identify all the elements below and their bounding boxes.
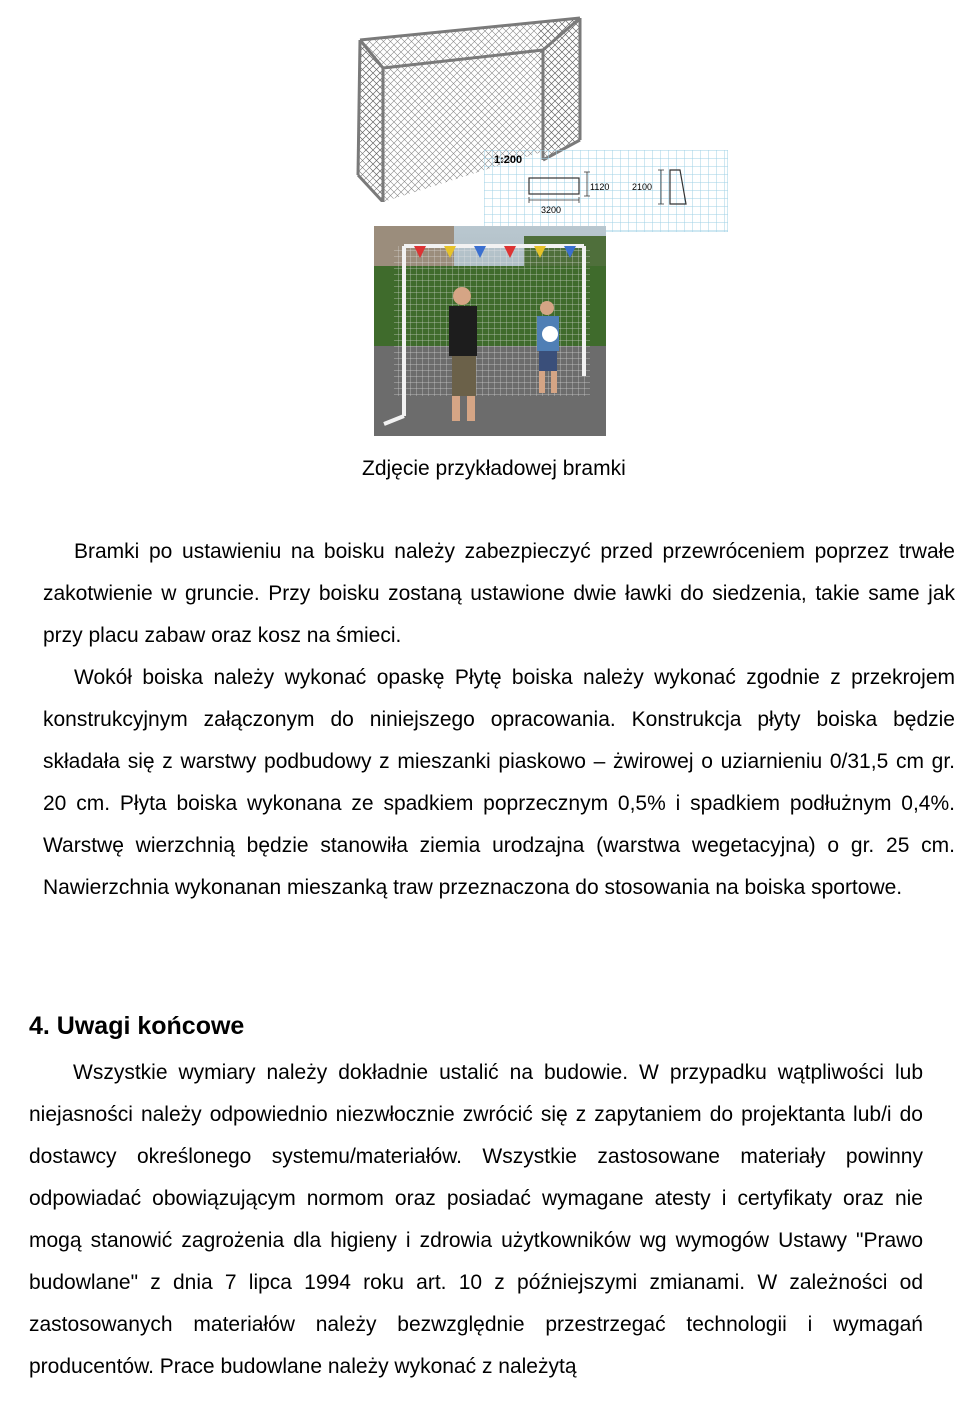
paragraph-goals-anchoring: Bramki po ustawieniu na boisku należy zabezpieczyć przed przewróceniem poprzez trwałe zakotwienie w gruncie. Przy boisku zostaną ustawione dwie ławki do siedzenia, takie same jak przy placu zabaw oraz kosz na śmieci. [43,540,955,647]
dim-height-label: 1120 [590,182,610,192]
figure-caption: Zdjęcie przykładowej bramki [362,457,626,480]
scale-label: 1:200 [494,154,523,166]
paragraph-final-remarks: Wszystkie wymiary należy dokładnie ustalić na budowie. W przypadku wątpliwości lub niejasności należy odpowiednio niezwłocznie zwrócić się z zapytaniem do projektanta lub/i do dostawcy określonego systemu/materiałów. Wszystkie zastosowane materiały powinny odpowiadać obowiązującym normom oraz posiadać wymagane atesty i certyfikaty oraz nie mogą stanowić zagrożenia dla higieny i zdrowia użytkowników wg wymogów Ustawy "Prawo budowlane" z dnia 7 lipca 1994 roku art. 10 z późniejszymi zmianami. W zależności od zastosowanych materiałów należy bezwzględnie przestrzegać technologii i wymagań producentów. Prace budowlane należy wykonać z należytą [29,1061,923,1378]
paragraph-pitch-construction: Wokół boiska należy wykonać opaskę Płytę boiska należy wykonać zgodnie z przekrojem konstrukcyjnym załączonym do niniejszego opracowania. Konstrukcja płyty boiska będzie składała się z warstwy podbudowy z mieszanki piaskowo – żwirowej o uziarnieniu 0/31,5 cm gr. 20 cm. Płyta boiska wykonana ze spadkiem poprzecznym 0,5% i spadkiem podłużnym 0,4%. Warstwę wierzchnią będzie stanowiła ziemia urodzajna (warstwa wegetacyjna) o gr. 25 cm. Nawierzchnia wykonanan mieszanką traw przeznaczona do stosowania na boiska sportowe. [43,666,955,899]
dim-depth-label: 2100 [632,182,653,192]
dim-width-label: 3200 [541,205,562,215]
section-heading: 4. Uwagi końcowe [29,1012,245,1040]
dimension-diagram [484,150,728,232]
goal-photo [374,226,606,436]
